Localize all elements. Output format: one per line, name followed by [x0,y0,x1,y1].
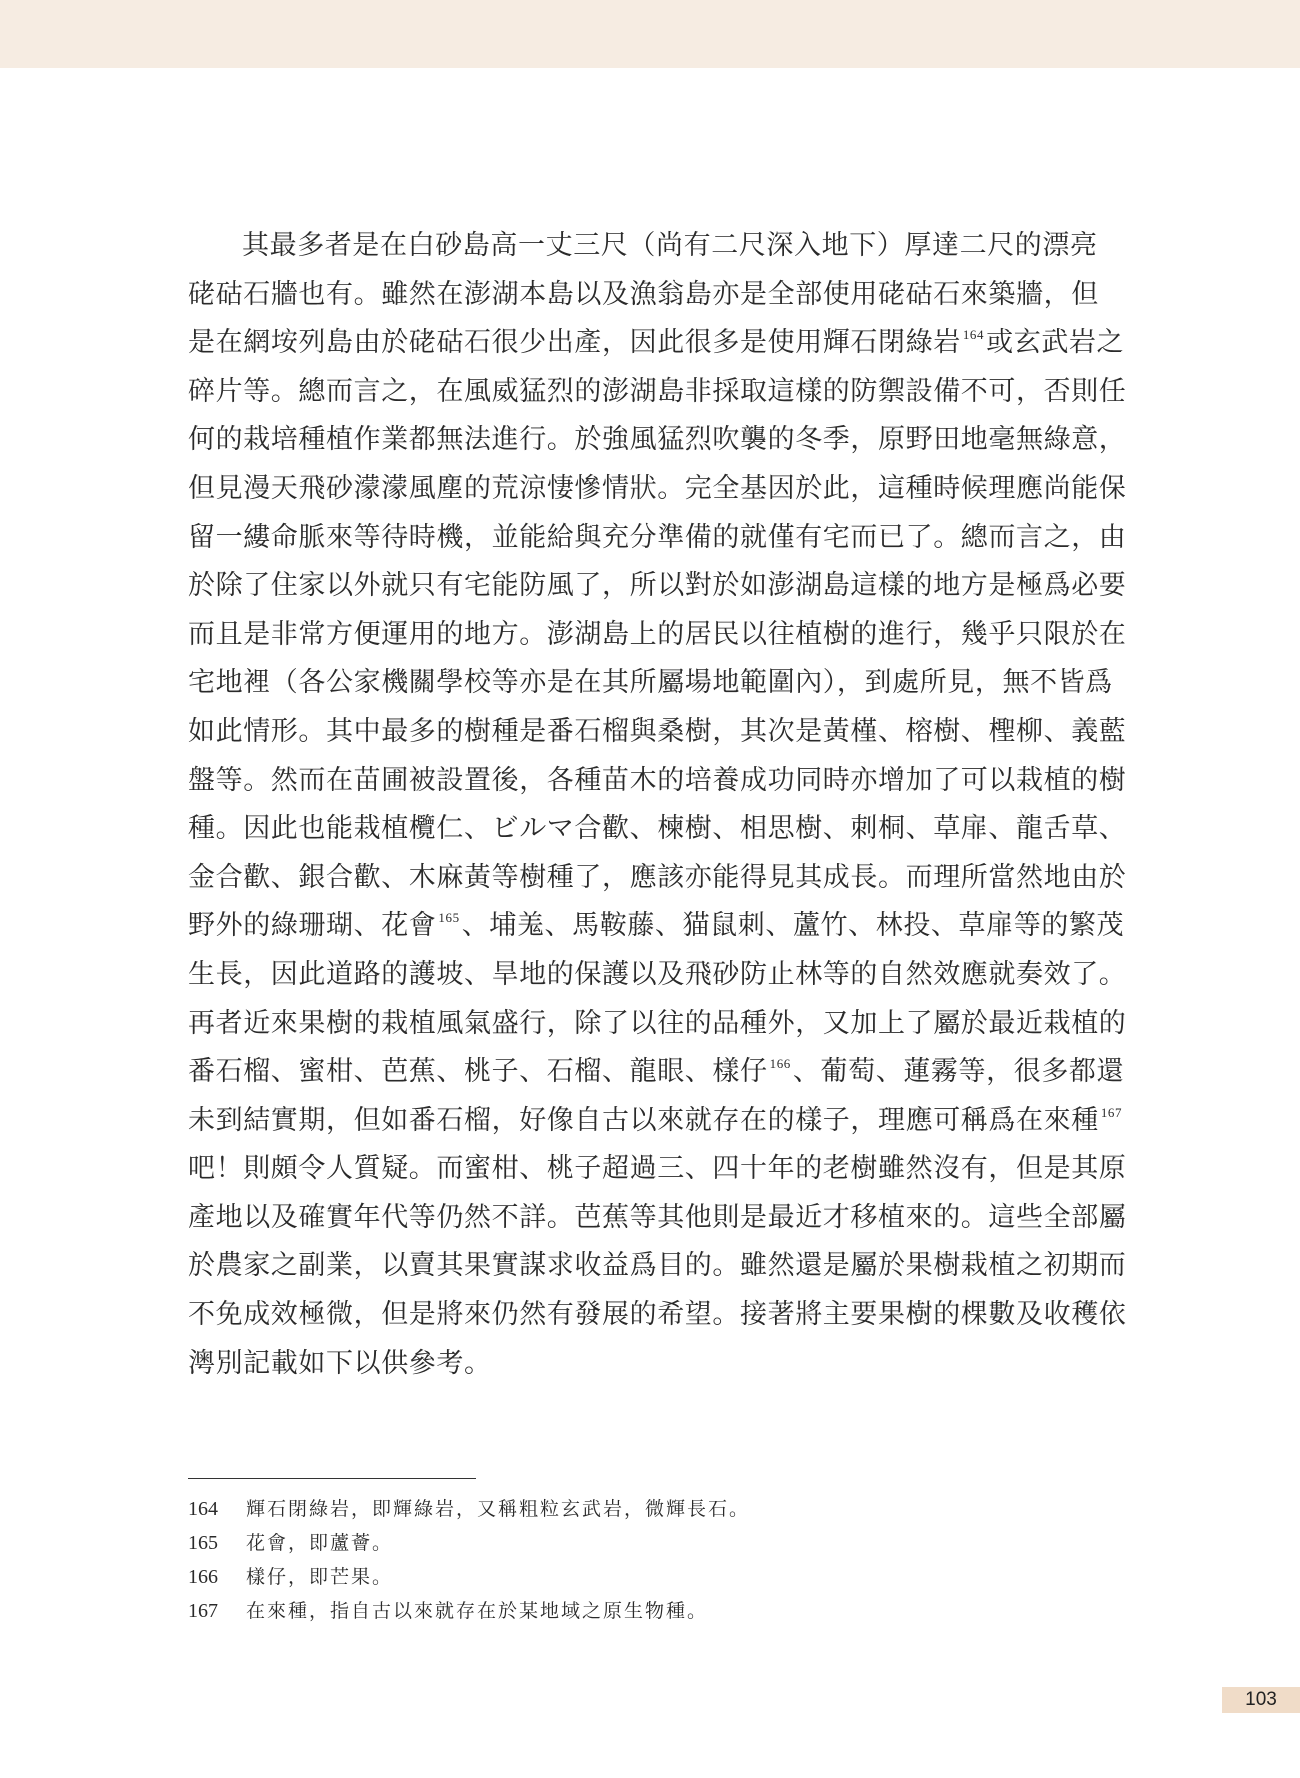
footnote-166 [188,1560,1113,1594]
footnote-ref-166[interactable]: 166 [769,1056,791,1072]
footnote-ref-164[interactable]: 164 [962,327,985,343]
footnote-number: 164 [188,1498,218,1520]
text-line: 金合歡、銀合歡、木麻黃等樹種了，應該亦能得見其成長。而理所當然地由於 [188,861,1127,893]
text-line: 不免成效極微，但是將來仍然有發展的希望。接著將主要果樹的棵數及收穫依 [188,1299,1127,1331]
top-color-band [0,0,1300,68]
footnote-text: 花會，即蘆薈。 [246,1532,394,1554]
footnote-ref-165[interactable]: 165 [438,910,460,926]
text-line: 宅地裡（各公家機關學校等亦是在其所屬場地範圍內），到處所見，無不皆爲 [188,667,1113,699]
text-line: 再者近來果樹的栽植風氣盛行，除了以往的品種外，又加上了屬於最近栽植的 [188,1007,1127,1039]
text-line: 留一縷命脈來等待時機，並能給與充分準備的就僅有宅而已了。總而言之，由 [188,521,1127,553]
text-line: 野外的綠珊瑚、花會 $^{165}$、埔羗、馬鞍藤、猫鼠刺、蘆竹、林投、草扉等的繁茂 [188,910,1125,942]
footnote-167 [188,1594,1113,1628]
text-line: 盤等。然而在苗圃被設置後，各種苗木的培養成功同時亦增加了可以栽植的樹 [188,764,1127,796]
body-text [188,222,1127,1388]
text-line: 種。因此也能栽植欖仁、ビルマ合歡、楝樹、相思樹、刺桐、草扉、龍舌草、 [188,813,1127,845]
text-line: 於除了住家以外就只有宅能防風了，所以對於如澎湖島這樣的地方是極爲必要 [188,570,1127,602]
footnote-number: 165 [188,1532,218,1554]
text-line: 未到結實期，但如番石榴，好像自古以來就存在的樣子，理應可稱爲在來種 $^{167}$ [188,1104,1123,1136]
footnote-text: 在來種，指自古以來就存在於某地域之原生物種。 [246,1600,709,1622]
footnotes [188,1492,1113,1628]
page-number: 103 [1245,1689,1277,1710]
text-line: 於農家之副業，以賣其果實謀求收益爲目的。雖然還是屬於果樹栽植之初期而 [188,1250,1127,1282]
text-line: 產地以及確實年代等仍然不詳。芭蕉等其他則是最近才移植來的。這些全部屬 [188,1201,1127,1233]
text-line: 其最多者是在白砂島高一丈三尺（尚有二尺深入地下）厚達二尺的漂亮 [242,230,1098,261]
text-line: 何的栽培種植作業都無法進行。於強風猛烈吹襲的冬季，原野田地毫無綠意， [188,424,1127,456]
main-paragraph [188,222,1127,1388]
footnote-text: 樣仔，即芒果。 [246,1566,394,1588]
text-line: 番石榴、蜜柑、芭蕉、桃子、石榴、龍眼、樣仔 $^{166}$、葡萄、蓮霧等，很多都還 [188,1056,1125,1088]
text-line: 如此情形。其中最多的樹種是番石榴與桑樹，其次是黃槿、榕樹、檉柳、義藍 [188,715,1127,747]
text-line: 生長，因此道路的護坡、旱地的保護以及飛砂防止林等的自然效應就奏效了。 [188,958,1127,990]
footnote-text: 輝石閉綠岩，即輝綠岩，又稱粗粒玄武岩，微輝長石。 [246,1498,751,1520]
text-line: 硓𥑮石牆也有。雖然在澎湖本島以及漁翁島亦是全部使用硓𥑮石來築牆，但 [188,278,1099,310]
text-line: 而且是非常方便運用的地方。澎湖島上的居民以往植樹的進行，幾乎只限於在 [188,618,1127,650]
footnote-ref-167[interactable]: 167 [1100,1104,1123,1120]
text-line: 是在網垵列島由於硓𥑮石很少出產，因此很多是使用輝石閉綠岩 $^{164}$或玄武岩之 [188,327,1125,359]
footnote-divider [188,1478,476,1479]
text-line: 澚別記載如下以供參考。 [188,1347,492,1379]
footnote-number: 167 [188,1600,218,1622]
footnote-number: 166 [188,1566,218,1588]
text-line: 碎片等。總而言之，在風威猛烈的澎湖島非採取這樣的防禦設備不可，否則任 [188,375,1127,407]
footnote-164 [188,1492,1113,1526]
text-line: 吧！則頗令人質疑。而蜜柑、桃子超過三、四十年的老樹雖然沒有，但是其原 [188,1153,1127,1185]
text-line: 但見漫天飛砂濛濛風塵的荒涼悽慘情狀。完全基因於此，這種時候理應尚能保 [188,472,1127,504]
footnote-165 [188,1526,1113,1560]
